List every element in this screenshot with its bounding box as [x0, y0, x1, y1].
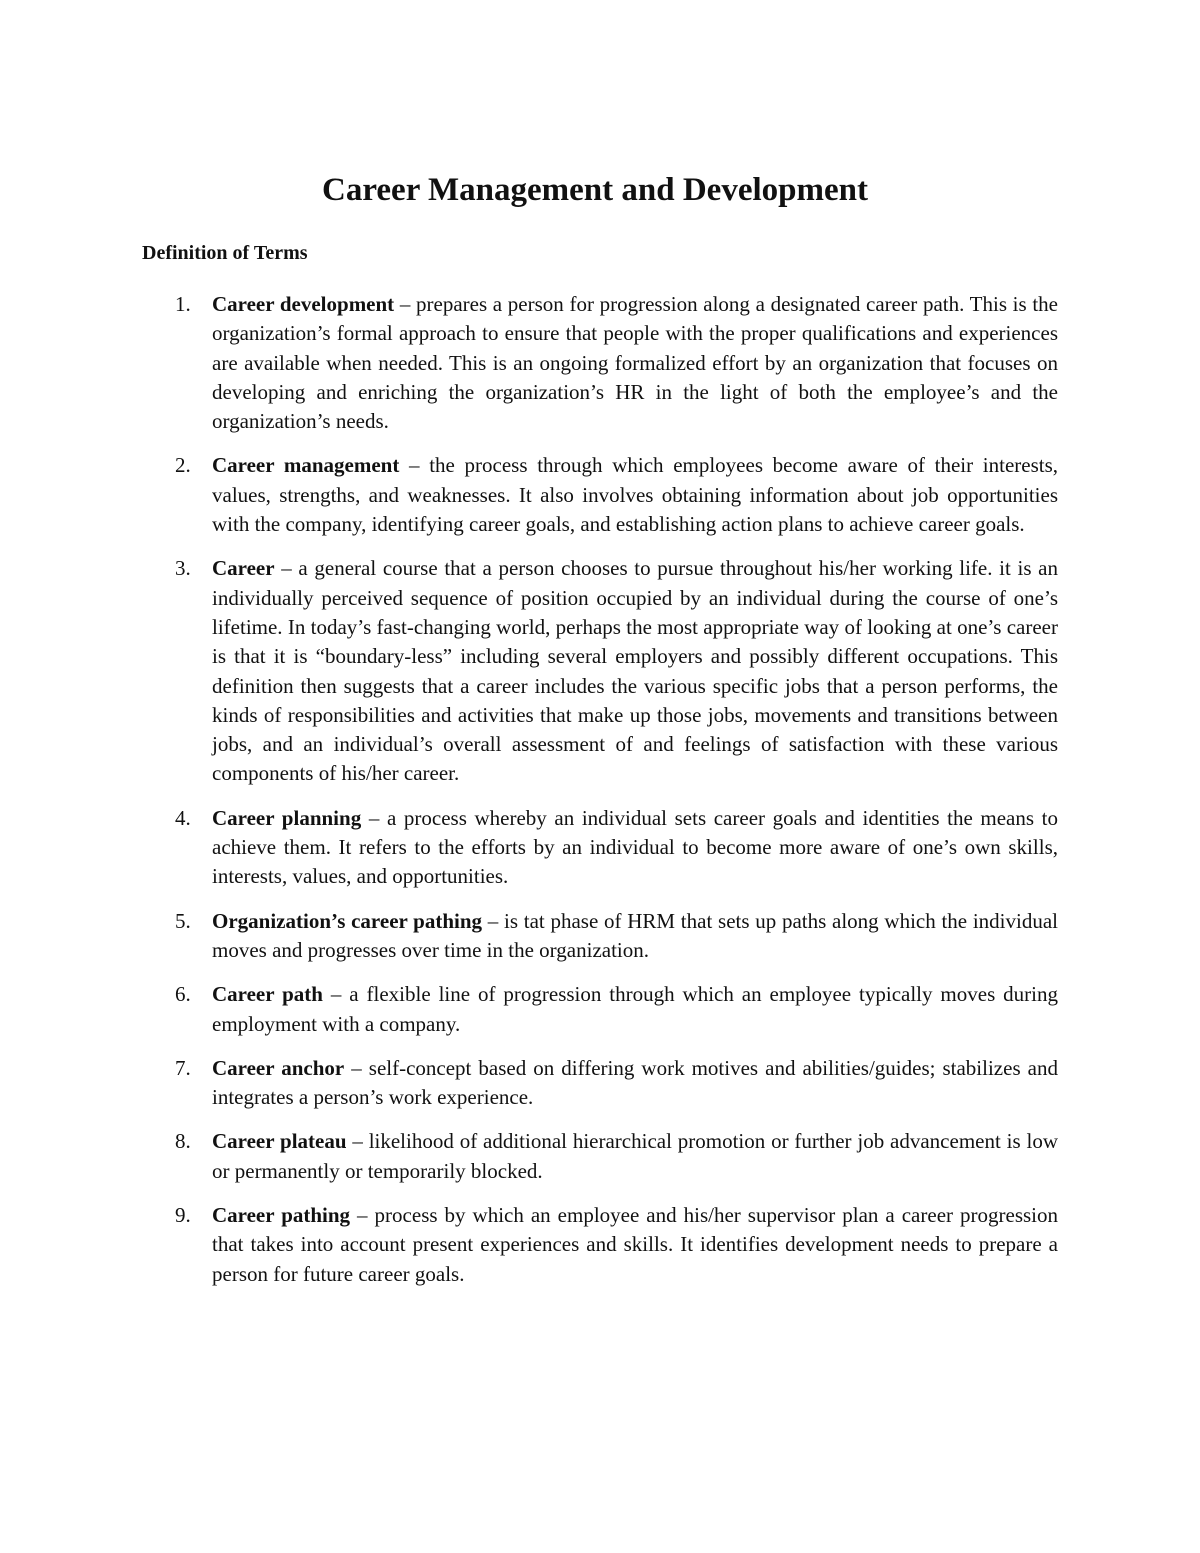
term-name: Career [212, 556, 275, 581]
term-definition: – a general course that a person chooses to pursue throughout his/her working life. it is an individually perceived sequence of position occupied by an individual during the course of one’s lifetime. In today’s fast-changing world, perhaps the most appropriate way of looking at one’s career is that it is “boundary-less” including several employers and possibly different occupations. This definition then suggests that a career includes the various specific jobs that a person performs, the kinds of responsibilities and activities that make up those jobs, movements and transitions between jobs, and an individual’s overall assessment of and feelings of satisfaction with these various components of his/her career. [212, 556, 1058, 786]
definition-text [212, 554, 1058, 788]
definition-item [0, 554, 1058, 788]
item-number: 7. [175, 1055, 191, 1080]
term-name: Career plateau [212, 1129, 347, 1154]
document-title: Career Management and Development [322, 172, 868, 208]
term-name: Career development [212, 292, 395, 316]
definition-item [0, 290, 1058, 436]
term-definition: – prepares a person for progression along a designated career path. This is the organization’s formal approach to ensure that people with the proper qualifications and experiences are available when needed. This is an ongoing formalized effort by an organization that focuses on developing and enriching the organization’s HR in the light of both the employee’s and the organization’s needs. [212, 292, 1058, 434]
term-definition: – process by which an employee and his/her supervisor plan a career progression that takes into account present experiences and skills. It identifies development needs to prepare a person for future career goals. [212, 1203, 1058, 1286]
term-name: Career planning [212, 805, 362, 830]
definition-item [0, 1054, 1058, 1113]
item-number: 6. [175, 982, 191, 1007]
item-number: 3. [175, 556, 191, 581]
definition-item [0, 1201, 1058, 1289]
definition-text [212, 1127, 1058, 1186]
definition-item [0, 804, 1058, 892]
definition-text [212, 804, 1058, 892]
term-definition: – self-concept based on differing work motives and abilities/guides; stabilizes and integrates a person’s work experience. [212, 1055, 1058, 1110]
item-number: 4. [175, 805, 191, 830]
definition-text [212, 907, 1058, 966]
definition-item [0, 1127, 1058, 1186]
definition-text [212, 980, 1058, 1039]
definition-text [212, 1054, 1058, 1113]
definition-text [212, 290, 1058, 436]
definition-text [212, 1201, 1058, 1289]
term-name: Career management [212, 453, 400, 478]
item-number: 9. [175, 1203, 191, 1228]
term-definition: – a process whereby an individual sets career goals and identities the means to achieve them. It refers to the efforts by an individual to become more aware of one’s own skills, interests, values, and opportunities. [212, 805, 1059, 889]
term-definition: – is tat phase of HRM that sets up paths along which the individual moves and progresses over time in the organization. [212, 908, 1059, 962]
definition-item [0, 980, 1058, 1039]
term-definition: – a flexible line of progression through which an employee typically moves during employment with a company. [212, 982, 1059, 1036]
definition-text [212, 451, 1058, 539]
term-name: Organization’s career pathing [212, 908, 483, 933]
definition-list [0, 290, 1058, 1304]
item-number: 5. [175, 908, 191, 933]
item-number: 2. [175, 453, 191, 478]
term-name: Career anchor [212, 1055, 345, 1080]
item-number: 1. [175, 292, 191, 316]
definition-item [0, 451, 1058, 539]
term-name: Career path [212, 982, 323, 1007]
term-definition: – the process through which employees become aware of their interests, values, strengths, and weaknesses. It also involves obtaining information about job opportunities with the company, identifying career goals, and establishing action plans to achieve career goals. [212, 453, 1059, 537]
item-number: 8. [175, 1129, 191, 1154]
definition-item [0, 907, 1058, 966]
term-name: Career pathing [212, 1203, 351, 1228]
section-heading: Definition of Terms [142, 242, 308, 264]
term-definition: – likelihood of additional hierarchical promotion or further job advancement is low or permanently or temporarily blocked. [212, 1129, 1058, 1183]
